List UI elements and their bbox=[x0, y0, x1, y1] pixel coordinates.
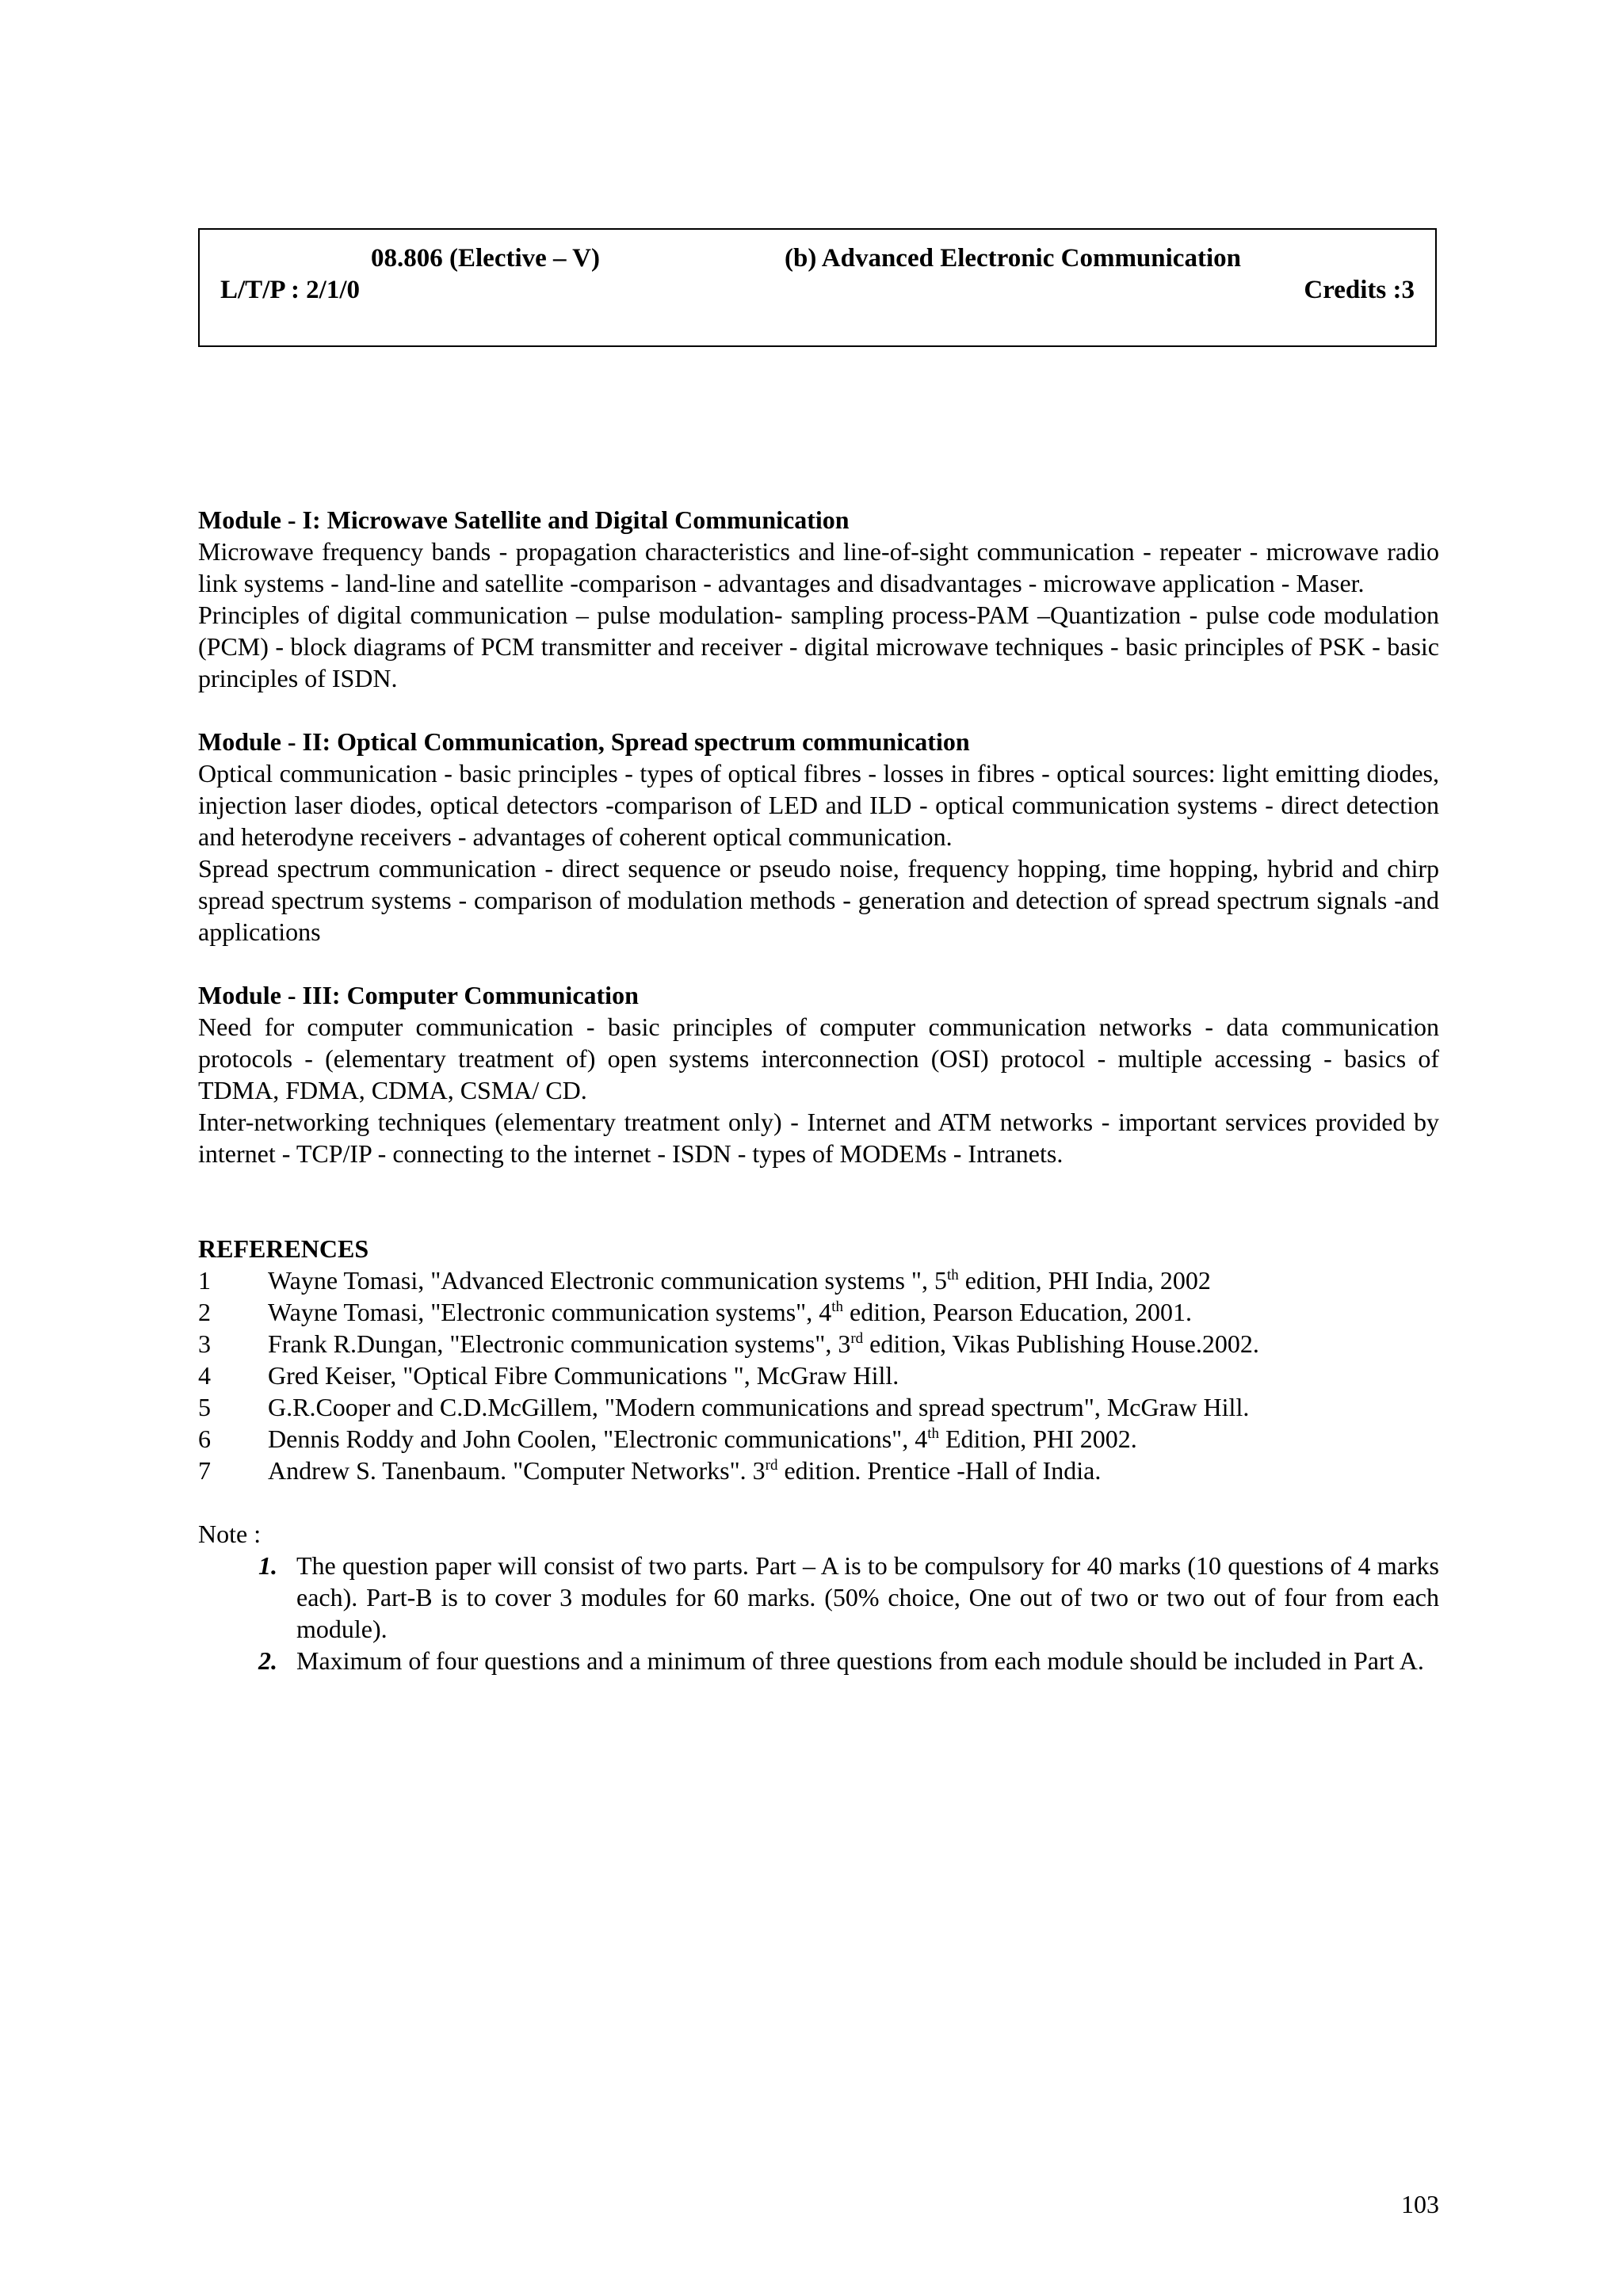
note-text: Maximum of four questions and a minimum of three questions from each module should be included in Part A. bbox=[296, 1646, 1424, 1675]
reference-text: Wayne Tomasi, "Advanced Electronic communication systems ", 5th edition, PHI India, 2002 bbox=[268, 1266, 1211, 1295]
reference-text: Gred Keiser, "Optical Fibre Communications ", McGraw Hill. bbox=[268, 1361, 899, 1390]
module-paragraph: Spread spectrum communication - direct sequence or pseudo noise, frequency hopping, time hopping, hybrid and chirp spread spectrum systems - comparison of modulation methods - generation and detection of spread spectrum signals -and applications bbox=[198, 854, 1439, 946]
note-text: The question paper will consist of two parts. Part – A is to be compulsory for 40 marks (10 questions of 4 marks each). Part-B is to cover 3 modules for 60 marks. (50% choice, One out of two or two out of four from each module). bbox=[296, 1551, 1439, 1643]
reference-number: 3 bbox=[198, 1329, 211, 1358]
reference-text: Andrew S. Tanenbaum. "Computer Networks". 3rd edition. Prentice -Hall of India. bbox=[268, 1456, 1102, 1485]
module-2 bbox=[198, 726, 1439, 948]
reference-number: 4 bbox=[198, 1361, 211, 1390]
syllabus-content bbox=[198, 504, 1439, 1676]
references-section bbox=[198, 1233, 1439, 1486]
note-section bbox=[198, 1518, 1439, 1676]
reference-number: 2 bbox=[198, 1298, 211, 1326]
reference-number: 6 bbox=[198, 1425, 211, 1453]
module-paragraph: Inter-networking techniques (elementary treatment only) - Internet and ATM networks - important services provided by internet - TCP/IP - connecting to the internet - ISDN - types of MODEMs - Intranets. bbox=[198, 1108, 1439, 1168]
module-title: Module - I: Microwave Satellite and Digital Communication bbox=[198, 505, 850, 534]
reference-number: 1 bbox=[198, 1266, 211, 1295]
course-header-box bbox=[198, 228, 1437, 347]
references-title: REFERENCES bbox=[198, 1234, 369, 1263]
course-code: 08.806 (Elective – V) bbox=[371, 244, 600, 273]
reference-number: 7 bbox=[198, 1456, 211, 1485]
note-number: 1. bbox=[258, 1551, 277, 1580]
note-number: 2. bbox=[258, 1646, 277, 1675]
module-3 bbox=[198, 979, 1439, 1169]
reference-text: G.R.Cooper and C.D.McGillem, "Modern communications and spread spectrum", McGraw Hill. bbox=[268, 1393, 1250, 1421]
module-paragraph: Principles of digital communication – pulse modulation- sampling process-PAM –Quantization - pulse code modulation (PCM) - block diagrams of PCM transmitter and receiver - digital microwave techniques - basic principles of PSK - basic principles of ISDN. bbox=[198, 601, 1439, 692]
module-title: Module - III: Computer Communication bbox=[198, 981, 639, 1009]
reference-text: Frank R.Dungan, "Electronic communication systems", 3rd edition, Vikas Publishing House.2002. bbox=[268, 1329, 1259, 1358]
reference-text: Wayne Tomasi, "Electronic communication systems", 4th edition, Pearson Education, 2001. bbox=[268, 1298, 1192, 1326]
reference-number: 5 bbox=[198, 1393, 211, 1421]
course-title: (b) Advanced Electronic Communication bbox=[785, 244, 1241, 273]
reference-item bbox=[198, 1264, 1439, 1296]
module-title: Module - II: Optical Communication, Spread spectrum communication bbox=[198, 727, 970, 756]
reference-text: Dennis Roddy and John Coolen, "Electronic communications", 4th Edition, PHI 2002. bbox=[268, 1425, 1137, 1453]
note-label: Note : bbox=[198, 1520, 262, 1548]
reference-item bbox=[198, 1423, 1439, 1455]
module-1 bbox=[198, 504, 1439, 694]
reference-item bbox=[198, 1296, 1439, 1328]
reference-item bbox=[198, 1360, 1439, 1391]
module-paragraph: Microwave frequency bands - propagation characteristics and line-of-sight communication - repeater - microwave radio link systems - land-line and satellite -comparison - advantages and disadvantages - microwave application - Maser. bbox=[198, 537, 1439, 597]
ltp-label: L/T/P : 2/1/0 bbox=[220, 276, 361, 304]
page-number: 103 bbox=[1401, 2190, 1439, 2218]
reference-item bbox=[198, 1328, 1439, 1360]
reference-item bbox=[198, 1455, 1439, 1486]
reference-item bbox=[198, 1391, 1439, 1423]
module-paragraph: Optical communication - basic principles - types of optical fibres - losses in fibres - optical sources: light emitting diodes, injection laser diodes, optical detectors -comparison of LED and ILD - optical communication systems - direct detection and heterodyne receivers - advantages of coherent optical communication. bbox=[198, 759, 1439, 851]
note-item bbox=[244, 1645, 1439, 1676]
module-paragraph: Need for computer communication - basic principles of computer communication networks - data communication protocols - (elementary treatment of) open systems interconnection (OSI) protocol - multiple accessing - basics of TDMA, FDMA, CDMA, CSMA/ CD. bbox=[198, 1013, 1439, 1104]
credits-label: Credits :3 bbox=[1304, 276, 1415, 304]
note-item bbox=[244, 1550, 1439, 1645]
